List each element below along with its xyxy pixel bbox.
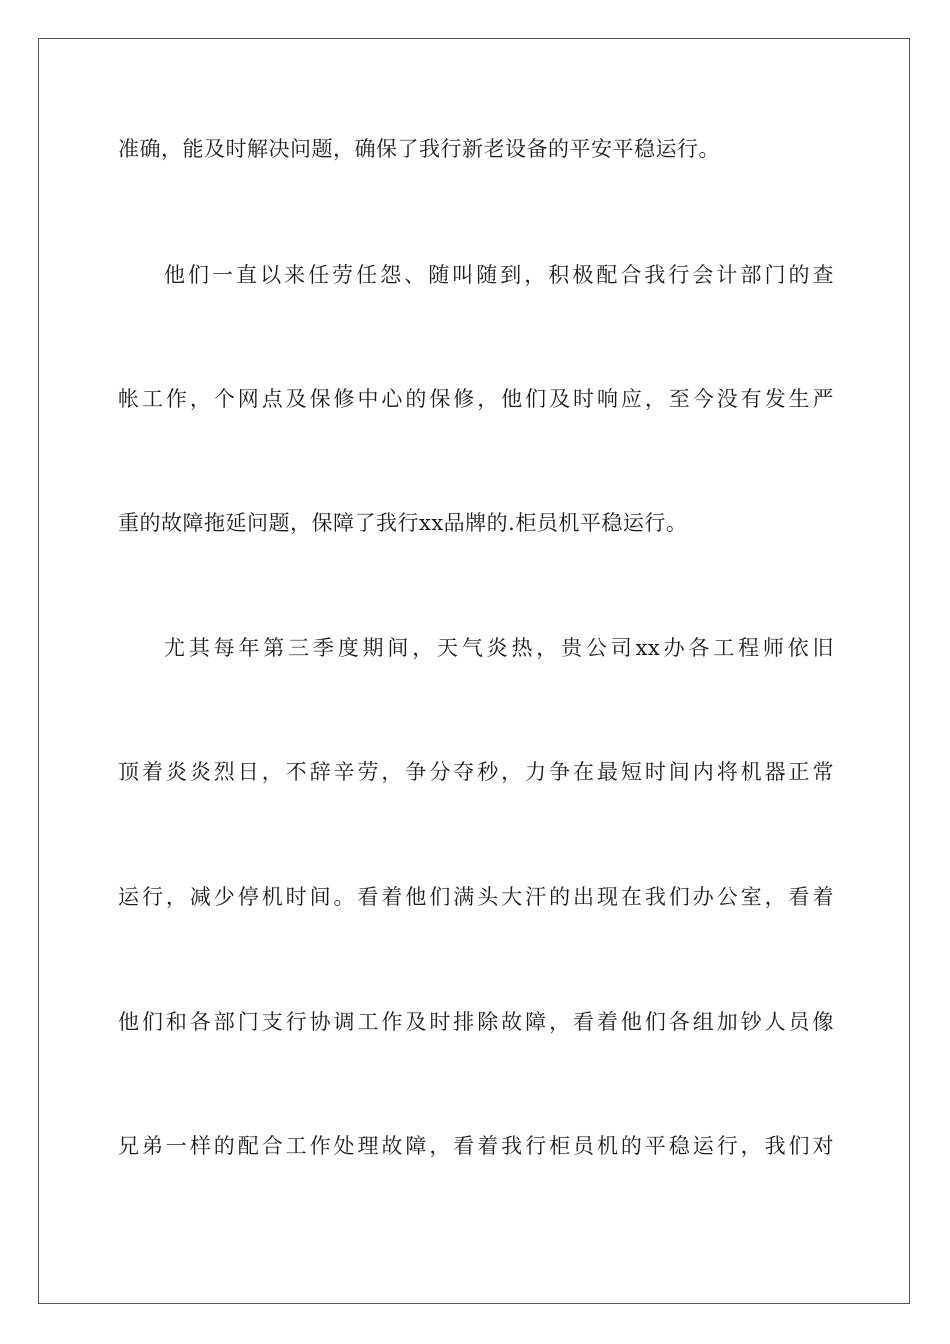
paragraph-line: 重的故障拖延问题，保障了我行xx品牌的.柜员机平稳运行。 [118,511,688,535]
paragraph-line: 兄弟一样的配合工作处理故障，看着我行柜员机的平稳运行，我们对 [118,1134,834,1158]
paragraph-line: 运行，减少停机时间。看着他们满头大汗的出现在我们办公室，看着 [118,885,834,909]
paragraph-line: 他们一直以来任劳任怨、随叫随到，积极配合我行会计部门的查 [164,263,834,287]
paragraph-line: 帐工作，个网点及保修中心的保修，他们及时响应，至今没有发生严 [118,387,834,411]
paragraph-line: 尤其每年第三季度期间，天气炎热，贵公司xx办各工程师依旧 [164,636,834,660]
paragraph-line: 顶着炎炎烈日，不辞辛劳，争分夺秒，力争在最短时间内将机器正常 [118,760,834,784]
page-border [38,38,910,1304]
paragraph-line: 准确，能及时解决问题，确保了我行新老设备的平安平稳运行。 [118,137,720,161]
paragraph-line: 他们和各部门支行协调工作及时排除故障，看着他们各组加钞人员像 [118,1010,834,1034]
